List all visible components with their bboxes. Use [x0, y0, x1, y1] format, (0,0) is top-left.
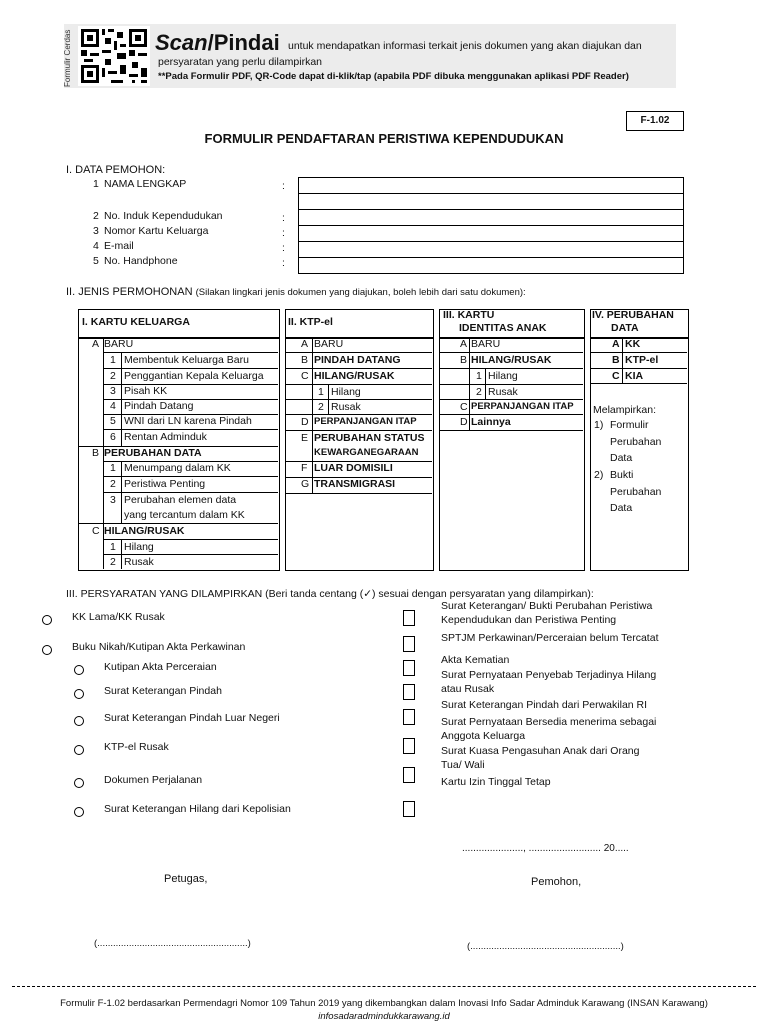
kk-item-label: Penggantian Kepala Keluarga	[124, 370, 264, 382]
row-line	[285, 461, 432, 462]
kk-item-label: WNI dari LN karena Pindah	[124, 415, 252, 427]
kia-label: HILANG/RUSAK	[471, 354, 552, 366]
row-line	[285, 477, 432, 478]
kk-item-label: Pisah KK	[124, 385, 168, 397]
row-line	[590, 352, 687, 353]
ktp-label: LUAR DOMISILI	[314, 462, 393, 474]
requirement-left-item: KK Lama/KK Rusak	[72, 611, 165, 623]
kk-item-number: 3	[110, 494, 116, 506]
field-colon: :	[282, 227, 285, 239]
kk-item-label: Membentuk Keluarga Baru	[124, 354, 249, 366]
kk-item-number: 2	[110, 478, 116, 490]
requirement-right-item: Tua/ Wali	[441, 759, 485, 771]
kia-number: 2	[476, 386, 482, 398]
requirement-right-item: Surat Pernyataan Bersedia menerima sebagai	[441, 716, 657, 728]
kk-item-number: 4	[110, 400, 116, 412]
kk-item-label-2: yang tercantum dalam KK	[124, 509, 245, 521]
petugas-label: Petugas,	[164, 873, 208, 885]
row-line	[78, 523, 278, 524]
kk-item-number: 1	[110, 462, 116, 474]
kk-item-number: 1	[110, 541, 116, 553]
row-line	[285, 352, 432, 353]
ktp-label: TRANSMIGRASI	[314, 478, 396, 490]
section2-heading	[66, 286, 526, 298]
kk-item-label: Menumpang dalam KK	[124, 462, 231, 474]
row-line	[103, 492, 278, 493]
footer-divider	[12, 986, 756, 987]
kia-label: Lainnya	[471, 416, 511, 428]
ktp-title: II. KTP-el	[288, 316, 333, 328]
form-code: F-1.02	[626, 111, 684, 131]
ktp-label: PERUBAHAN STATUS	[314, 432, 425, 444]
row-line	[103, 352, 278, 353]
scan-description: untuk mendapatkan informasi terkait jenis dokumen yang akan diajukan dan	[288, 40, 642, 52]
checkbox-circle-icon[interactable]	[42, 645, 52, 655]
checkbox-square-icon[interactable]	[403, 610, 415, 626]
name-field-2[interactable]	[298, 193, 684, 209]
footer-note: Formulir F-1.02 berdasarkan Permendagri Nomor 109 Tahun 2019 yang dikembangkan dalam Inovasi Info Sadar Adminduk Karawang (INSAN Karawang)	[60, 998, 708, 1009]
kk-item-label: Rusak	[124, 556, 154, 568]
perubahan-letter: A	[612, 338, 620, 350]
field-number: 1	[93, 178, 99, 190]
kk-c-label: HILANG/RUSAK	[104, 525, 185, 537]
checkbox-square-icon[interactable]	[403, 801, 415, 817]
lampiran-line: Perubahan	[610, 486, 662, 498]
field-label: No. Induk Kependudukan	[104, 210, 223, 222]
ktp-sub-label: Rusak	[331, 401, 361, 413]
ktp-label: PINDAH DATANG	[314, 354, 401, 366]
ktp-letter: D	[301, 416, 309, 428]
requirement-right-item: SPTJM Perkawinan/Perceraian belum Tercatat	[441, 632, 659, 644]
ktp-label: HILANG/RUSAK	[314, 370, 395, 382]
kia-label: BARU	[471, 338, 501, 350]
lampiran-number: 2)	[594, 469, 604, 481]
kk-item-number: 1	[110, 354, 116, 366]
kia-number: 1	[476, 370, 482, 382]
lampiran-line: Bukti	[610, 469, 634, 481]
requirement-left-item: Dokumen Perjalanan	[104, 774, 203, 786]
kk-c-letter: C	[92, 525, 100, 537]
ktp-number: 1	[318, 386, 324, 398]
kk-item-number: 6	[110, 431, 116, 443]
lampiran-line: Perubahan	[610, 436, 662, 448]
requirement-right-item: atau Rusak	[441, 683, 495, 695]
field-colon: :	[282, 180, 285, 192]
kk-item-number: 3	[110, 385, 116, 397]
scan-title-rest: /Pindai	[207, 30, 280, 55]
checkbox-square-icon[interactable]	[403, 636, 415, 652]
row-line	[103, 368, 278, 369]
kk-b-label: PERUBAHAN DATA	[104, 447, 202, 459]
field-number: 4	[93, 240, 99, 252]
lampiran-line: Formulir	[610, 419, 649, 431]
date-line[interactable]: ......................, .......................... 20.....	[462, 843, 629, 854]
checkbox-square-icon[interactable]	[403, 660, 415, 676]
checkbox-square-icon[interactable]	[403, 767, 415, 783]
ktp-letter: C	[301, 370, 309, 382]
kk-item-number: 2	[110, 370, 116, 382]
lampiran-line: Data	[610, 502, 633, 514]
row-line	[103, 554, 278, 555]
email-field[interactable]	[298, 241, 684, 257]
ktp-letter: G	[301, 478, 310, 490]
checkbox-square-icon[interactable]	[403, 684, 415, 700]
handphone-field[interactable]	[298, 257, 684, 273]
field-number: 2	[93, 210, 99, 222]
row-line	[103, 476, 278, 477]
requirement-right-item: Surat Pernyataan Penyebab Terjadinya Hilang	[441, 669, 657, 681]
row-line	[439, 368, 583, 369]
requirement-right-item: Kartu Izin Tinggal Tetap	[441, 776, 551, 788]
checkbox-circle-icon[interactable]	[42, 615, 52, 625]
row-line	[590, 368, 687, 369]
requirement-right-item: Surat Kuasa Pengasuhan Anak dari Orang	[441, 745, 640, 757]
kk-item-number: 5	[110, 415, 116, 427]
kia-title-2: IDENTITAS ANAK	[459, 322, 547, 334]
field-colon: :	[282, 257, 285, 269]
perubahan-title-2: DATA	[611, 322, 639, 334]
ktp-number: 2	[318, 401, 324, 413]
requirement-left-item: Surat Keterangan Pindah Luar Negeri	[104, 712, 280, 724]
kk-item-label: Perubahan elemen data	[124, 494, 237, 506]
section3-heading: III. PERSYARATAN YANG DILAMPIRKAN (Beri tanda centang (✓) sesuai dengan persyaratan yang dilampirkan):	[66, 588, 594, 600]
lampiran-number: 1)	[594, 419, 604, 431]
row-line	[439, 430, 583, 431]
requirement-left-item: Buku Nikah/Kutipan Akta Perkawinan	[72, 641, 246, 653]
lampiran-label: Melampirkan:	[593, 404, 657, 416]
field-label: No. Handphone	[104, 255, 178, 267]
requirement-right-item: Surat Keterangan/ Bukti Perubahan Peristiwa	[441, 600, 653, 612]
applicant-fields	[298, 177, 684, 274]
qr-code-icon[interactable]	[78, 26, 150, 86]
scan-note: **Pada Formulir PDF, QR-Code dapat di-klik/tap (apabila PDF dibuka menggunakan aplikasi PDF Reader)	[158, 71, 629, 82]
scan-title-italic: Scan	[155, 30, 208, 55]
row-line	[439, 414, 583, 415]
field-label: Nomor Kartu Keluarga	[104, 225, 209, 237]
section2-heading-text: II. JENIS PERMOHONAN	[66, 286, 193, 298]
kia-letter: A	[460, 338, 468, 350]
kia-letter: B	[460, 354, 468, 366]
checkbox-circle-icon[interactable]	[74, 745, 84, 755]
kk-b-letter: B	[92, 447, 100, 459]
requirement-right-item: Akta Kematian	[441, 654, 510, 666]
ktp-sub-label: Hilang	[331, 386, 361, 398]
row-line	[103, 429, 278, 430]
row-line	[285, 399, 432, 400]
kk-a-label: BARU	[104, 338, 134, 350]
kia-letter: C	[460, 401, 468, 413]
row-line	[439, 399, 583, 400]
scan-description-2: persyaratan yang perlu dilampirkan	[158, 56, 323, 68]
requirement-right-item: Kependudukan dan Peristiwa Penting	[441, 614, 617, 626]
kia-letter: D	[460, 416, 468, 428]
ktp-letter-column	[312, 337, 313, 493]
ktp-letter: F	[301, 462, 308, 474]
kk-item-number: 2	[110, 556, 116, 568]
kk-item-label: Pindah Datang	[124, 400, 194, 412]
checkbox-circle-icon[interactable]	[74, 807, 84, 817]
ktp-label: BARU	[314, 338, 344, 350]
perubahan-label: KTP-el	[625, 354, 659, 366]
kia-label: PERPANJANGAN ITAP	[471, 401, 574, 412]
ktp-number-column	[328, 384, 329, 414]
row-line	[439, 384, 583, 385]
checkbox-circle-icon[interactable]	[74, 716, 84, 726]
name-field-1[interactable]	[298, 177, 684, 193]
lampiran-line: Data	[610, 452, 633, 464]
section2-note: (Silakan lingkari jenis dokumen yang diajukan, boleh lebih dari satu dokumen):	[195, 287, 526, 298]
requirement-left-item: KTP-el Rusak	[104, 741, 169, 753]
section1-heading: I. DATA PEMOHON:	[66, 164, 166, 176]
perubahan-letter: B	[612, 354, 620, 366]
requirement-left-item: Surat Keterangan Hilang dari Kepolisian	[104, 803, 291, 815]
field-number: 5	[93, 255, 99, 267]
field-label: E-mail	[104, 240, 134, 252]
row-line	[103, 539, 278, 540]
row-line	[285, 493, 432, 494]
pemohon-signature-line[interactable]: (.........................................................)	[467, 941, 624, 952]
nik-field[interactable]	[298, 209, 684, 225]
row-line	[285, 414, 432, 415]
kia-title-1: III. KARTU	[443, 309, 495, 321]
checkbox-square-icon[interactable]	[403, 709, 415, 725]
kk-a-letter: A	[92, 338, 100, 350]
field-label: NAMA LENGKAP	[104, 178, 187, 190]
row-line	[439, 352, 583, 353]
perubahan-letter-column	[622, 337, 623, 383]
ktp-label-2: KEWARGANEGARAAN	[314, 447, 419, 458]
kia-sub-label: Hilang	[488, 370, 518, 382]
row-line	[590, 383, 687, 384]
kk-item-label: Rentan Adminduk	[124, 431, 207, 443]
ktp-letter: E	[301, 432, 309, 444]
checkbox-circle-icon[interactable]	[74, 665, 84, 675]
petugas-signature-line[interactable]: (.........................................................)	[94, 938, 251, 949]
form-title: FORMULIR PENDAFTARAN PERISTIWA KEPENDUDUKAN	[204, 131, 564, 146]
row-line	[285, 368, 432, 369]
checkbox-circle-icon[interactable]	[74, 689, 84, 699]
requirement-left-item: Kutipan Akta Perceraian	[104, 661, 217, 673]
perubahan-letter: C	[612, 370, 620, 382]
ktp-letter: A	[301, 338, 309, 350]
requirement-left-item: Surat Keterangan Pindah	[104, 685, 222, 697]
kia-number-column	[485, 368, 486, 399]
field-number: 3	[93, 225, 99, 237]
scan-title	[155, 30, 280, 56]
checkbox-square-icon[interactable]	[403, 738, 415, 754]
checkbox-circle-icon[interactable]	[74, 778, 84, 788]
row-line	[285, 384, 432, 385]
ktp-label: PERPANJANGAN ITAP	[314, 416, 417, 427]
requirement-right-item: Anggota Keluarga	[441, 730, 526, 742]
kk-number-field[interactable]	[298, 225, 684, 241]
field-colon: :	[282, 242, 285, 254]
qr-side-label: Formulir Cerdas	[63, 29, 72, 87]
requirement-right-item: Surat Keterangan Pindah dari Perwakilan RI	[441, 699, 648, 711]
field-colon: :	[282, 212, 285, 224]
ktp-letter: B	[301, 354, 309, 366]
kk-item-label: Peristiwa Penting	[124, 478, 206, 490]
kk-item-label: Hilang	[124, 541, 154, 553]
footer-website: infosadaradmindukkarawang.id	[318, 1011, 450, 1022]
perubahan-label: KK	[625, 338, 641, 350]
row-line	[285, 430, 432, 431]
pemohon-label: Pemohon,	[531, 876, 582, 888]
perubahan-label: KIA	[625, 370, 644, 382]
kk-title: I. KARTU KELUARGA	[82, 316, 190, 328]
perubahan-title-1: IV. PERUBAHAN	[592, 309, 674, 321]
kia-sub-label: Rusak	[488, 386, 518, 398]
